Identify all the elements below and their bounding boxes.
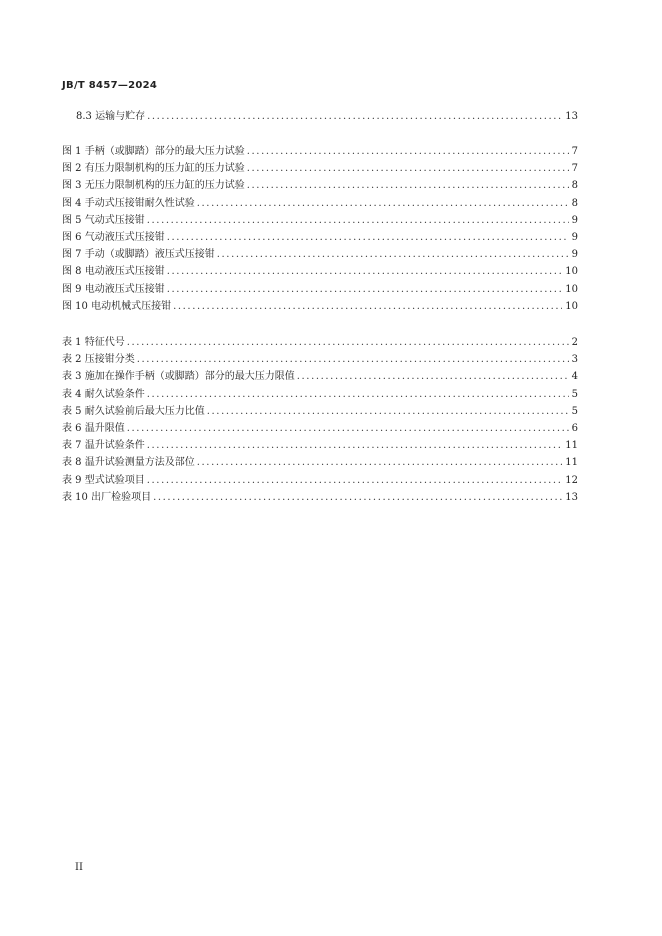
toc-entry-label: 8.3 运输与贮存	[76, 111, 146, 122]
toc-entry-label: 表 8 温升试验测量方法及部位	[62, 457, 195, 469]
toc-entry-page: 9	[571, 249, 578, 261]
toc-entry-label: 表 3 施加在操作手柄（或脚踏）部分的最大压力限值	[62, 371, 295, 383]
toc-leader-dots	[137, 354, 569, 365]
toc-entry-page: 2	[571, 337, 578, 348]
toc-entry-page: 13	[565, 491, 578, 503]
toc-entry-page: 5	[571, 405, 578, 417]
toc-entry-page: 6	[571, 422, 578, 434]
toc-entry-page: 4	[571, 371, 578, 383]
toc-entry-label: 图 3 无压力限制机构的压力缸的压力试验	[62, 180, 245, 192]
toc-leader-dots	[147, 475, 563, 486]
toc-entry[interactable]	[62, 385, 578, 402]
toc-entry-label: 表 1 特征代号	[62, 337, 125, 348]
toc-entry[interactable]	[62, 471, 578, 488]
toc-tables	[62, 333, 578, 505]
toc-entry-page: 11	[565, 457, 578, 469]
toc-entry-label: 图 2 有压力限制机构的压力缸的压力试验	[62, 163, 245, 175]
toc-entry[interactable]	[62, 402, 578, 419]
toc-entry-page: 9	[571, 231, 578, 243]
toc-leader-dots	[173, 301, 562, 312]
toc-entry[interactable]	[62, 228, 578, 245]
toc-entry-page: 3	[571, 354, 578, 366]
toc-leader-dots	[247, 163, 569, 174]
toc-entry-label: 表 9 型式试验项目	[62, 474, 145, 486]
toc-leader-dots	[167, 284, 563, 295]
toc-leader-dots	[247, 180, 569, 191]
toc-entry-label: 表 2 压接钳分类	[62, 354, 135, 366]
toc-entry-page: 10	[565, 300, 578, 312]
toc-entry-label: 表 7 温升试验条件	[62, 440, 145, 452]
toc-entry[interactable]	[62, 176, 578, 193]
page-number: II	[75, 862, 83, 873]
toc-leader-dots	[297, 371, 569, 382]
toc-figures	[62, 142, 578, 314]
toc-entry-page: 13	[565, 111, 578, 122]
toc-entry-label: 图 7 手动（或脚踏）液压式压接钳	[62, 249, 215, 261]
toc-leader-dots	[167, 232, 569, 243]
toc-entry[interactable]	[62, 297, 578, 314]
standard-code-header: JB/T 8457—2024	[62, 80, 158, 91]
toc-entry-page: 7	[571, 163, 578, 175]
toc-leader-dots	[167, 266, 563, 277]
toc-entry[interactable]	[62, 262, 578, 279]
toc-leader-dots	[147, 440, 563, 451]
toc-entry[interactable]	[62, 367, 578, 384]
toc-leader-dots	[247, 146, 569, 157]
toc-leader-dots	[197, 457, 563, 468]
toc-entry[interactable]	[62, 436, 578, 453]
toc-entry-page: 8	[571, 180, 578, 192]
toc-entry[interactable]	[62, 107, 578, 124]
toc-entry-page: 9	[571, 214, 578, 226]
toc-entry[interactable]	[62, 453, 578, 470]
toc-entry[interactable]	[62, 280, 578, 297]
toc-entry-label: 图 5 气动式压接钳	[62, 214, 145, 226]
toc-entry-label: 图 10 电动机械式压接钳	[62, 300, 172, 312]
toc-entry[interactable]	[62, 211, 578, 228]
toc-leader-dots	[147, 389, 569, 400]
toc-entry-label: 图 9 电动液压式压接钳	[62, 283, 165, 295]
toc-entry-page: 12	[565, 474, 578, 486]
toc-entry-label: 表 4 耐久试验条件	[62, 388, 145, 400]
toc-sections	[62, 107, 578, 124]
toc-entry-page: 5	[571, 388, 578, 400]
toc-leader-dots	[127, 337, 569, 348]
toc-leader-dots	[197, 198, 569, 209]
toc-entry-page: 10	[565, 283, 578, 295]
toc-entry[interactable]	[62, 350, 578, 367]
toc-entry[interactable]	[62, 245, 578, 262]
toc-entry-label: 图 1 手柄（或脚踏）部分的最大压力试验	[62, 146, 245, 157]
toc-leader-dots	[147, 111, 562, 122]
toc-entry-label: 表 5 耐久试验前后最大压力比值	[62, 405, 205, 417]
toc-entry-label: 图 4 手动式压接钳耐久性试验	[62, 197, 195, 209]
toc-entry-page: 10	[565, 266, 578, 278]
toc-entry[interactable]	[62, 333, 578, 350]
toc-leader-dots	[153, 492, 562, 503]
toc-entry[interactable]	[62, 142, 578, 159]
toc-leader-dots	[127, 423, 569, 434]
toc-entry-page: 11	[565, 440, 578, 452]
toc-entry-label: 图 8 电动液压式压接钳	[62, 266, 165, 278]
toc-entry-page: 7	[571, 146, 578, 157]
toc-entry-label: 表 10 出厂检验项目	[62, 491, 152, 503]
toc-leader-dots	[217, 249, 569, 260]
toc-entry[interactable]	[62, 194, 578, 211]
toc-entry[interactable]	[62, 419, 578, 436]
toc-entry-label: 表 6 温升限值	[62, 422, 125, 434]
toc-entry-page: 8	[571, 197, 578, 209]
toc-leader-dots	[147, 215, 569, 226]
toc-entry-label: 图 6 气动液压式压接钳	[62, 231, 165, 243]
toc-entry[interactable]	[62, 159, 578, 176]
toc-entry[interactable]	[62, 488, 578, 505]
toc-leader-dots	[207, 406, 569, 417]
